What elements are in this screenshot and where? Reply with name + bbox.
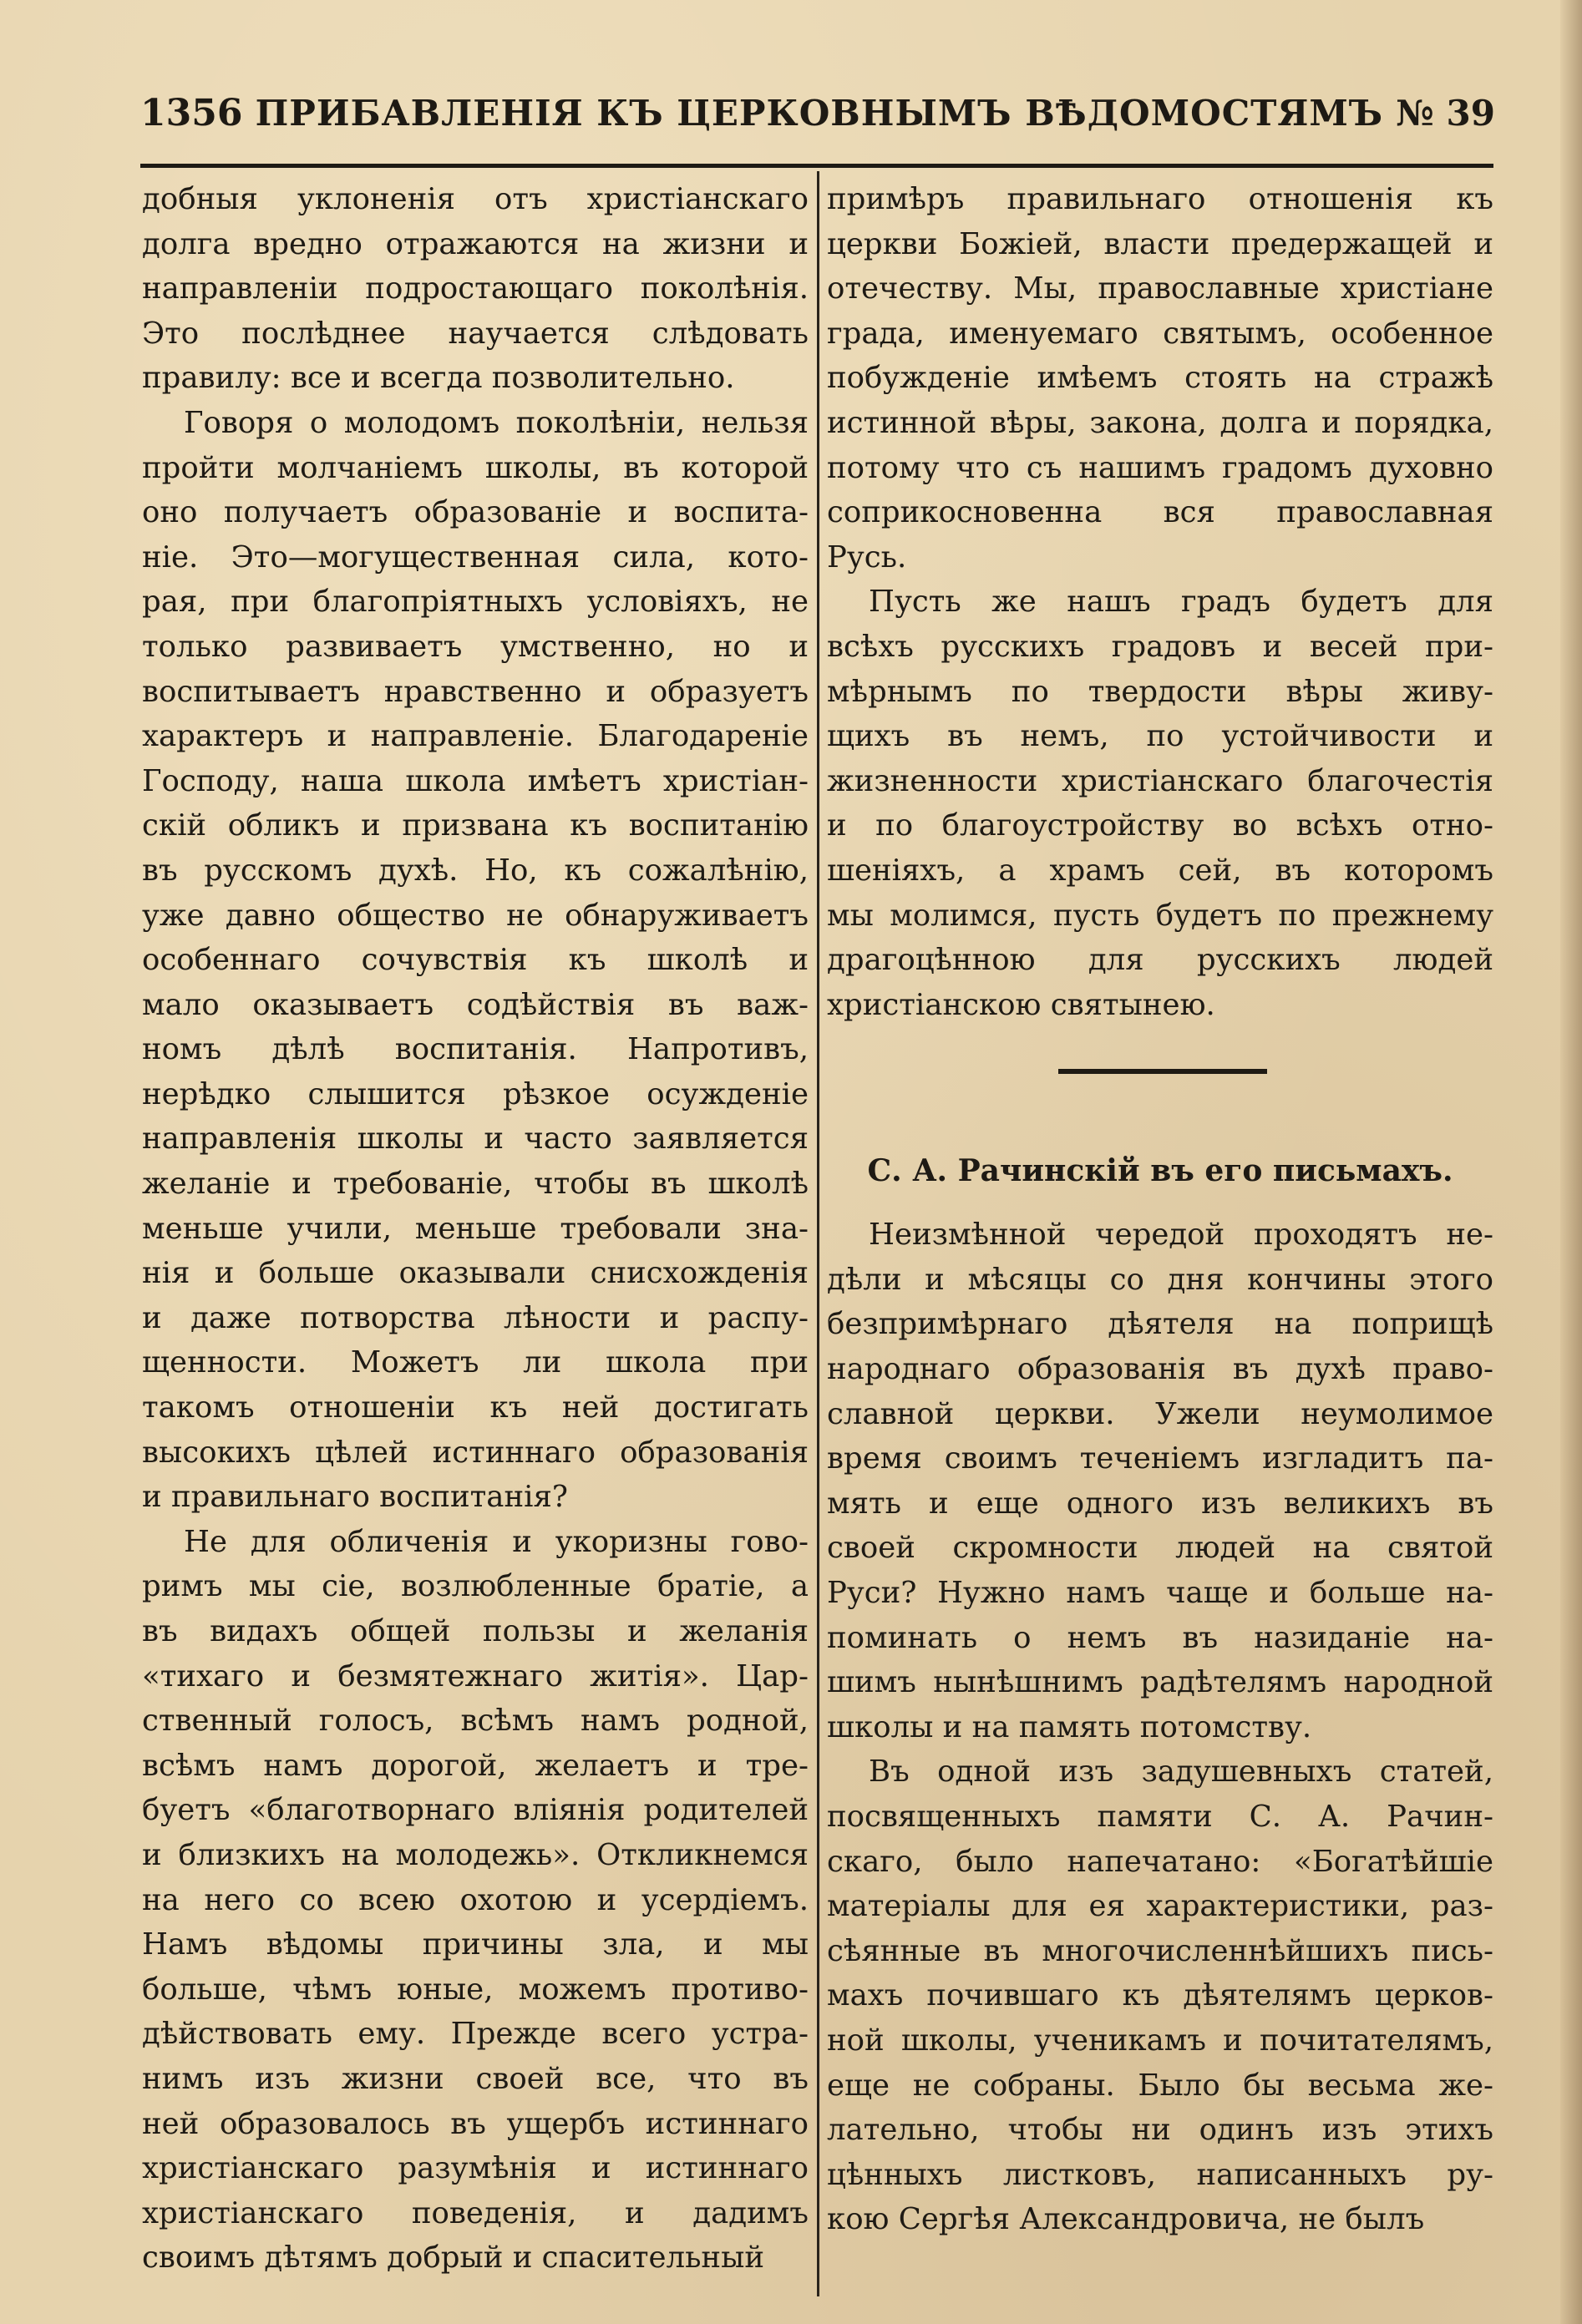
text-line: ніе. Это—могущественная сила, кото-	[142, 539, 809, 575]
text-line: своимъ дѣтямъ добрый и спасительный	[142, 2240, 764, 2276]
text-line: потому что съ нашимъ градомъ духовно	[827, 450, 1493, 485]
article-title: С. А. Рачинскій въ его письмахъ.	[867, 1153, 1453, 1189]
text-line: шимъ нынѣшнимъ радѣтелямъ народной	[827, 1665, 1493, 1700]
text-line: матеріалы для ея характеристики, раз-	[827, 1889, 1493, 1924]
text-line: скій обликъ и призвана къ воспитанію	[142, 808, 809, 843]
text-line: Говоря о молодомъ поколѣніи, нельзя	[184, 405, 809, 440]
text-line: драгоцѣнною для русскихъ людей	[827, 943, 1493, 978]
text-line: школы и на память потомству.	[827, 1709, 1312, 1744]
left-column	[142, 177, 809, 2281]
text-line: Русь.	[827, 539, 907, 575]
text-line: нерѣдко слышится рѣзкое осужденіе	[142, 1076, 809, 1111]
text-line: желаніе и требованіе, чтобы въ школѣ	[142, 1167, 809, 1202]
text-line: направленіи подростающаго поколѣнія.	[142, 271, 809, 306]
text-line: церкви Божіей, власти предержащей и	[827, 226, 1493, 261]
text-line: соприкосновенна вся православная	[827, 495, 1493, 530]
page-number: 1356	[140, 91, 243, 134]
text-line: рая, при благопріятныхъ условіяхъ, не	[142, 585, 809, 620]
text-line: мало оказываетъ содѣйствія въ важ-	[142, 987, 809, 1022]
column-divider	[817, 171, 819, 2296]
text-line: поминать о немъ въ назиданіе на-	[827, 1620, 1493, 1655]
text-line: Въ одной изъ задушевныхъ статей,	[869, 1754, 1493, 1790]
text-line: характеръ и направленіе. Благодареніе	[142, 719, 809, 754]
text-line: правилу: все и всегда позволительно.	[142, 361, 735, 396]
text-line: сѣянные въ многочисленнѣйшихъ пись-	[827, 1933, 1493, 1968]
text-line: лательно, чтобы ни одинъ изъ этихъ	[827, 2113, 1493, 2148]
text-line: и по благоустройству во всѣхъ отно-	[827, 808, 1493, 843]
page-header	[140, 84, 1495, 142]
text-line: своей скромности людей на святой	[827, 1531, 1493, 1566]
text-line: кою Сергѣя Александровича, не былъ	[827, 2202, 1425, 2237]
text-line: христіанскаго поведенія, и дадимъ	[142, 2195, 809, 2230]
right-column	[827, 177, 1493, 2242]
text-line: въ видахъ общей пользы и желанія	[142, 1614, 809, 1648]
right-column-top-text	[827, 177, 1493, 1027]
text-line: Руси? Нужно намъ чаще и больше на-	[827, 1576, 1493, 1611]
text-line: народнаго образованія въ духѣ право-	[827, 1352, 1493, 1387]
text-line: жизненности христіанскаго благочестія	[827, 763, 1493, 798]
journal-title: ПРИБАВЛЕНІЯ КЪ ЦЕРКОВНЫМЪ ВѢДОМОСТЯМЪ	[255, 92, 1384, 134]
text-line: шеніяхъ, а храмъ сей, въ которомъ	[827, 853, 1493, 888]
text-line: Пусть же нашъ градъ будетъ для	[869, 585, 1493, 620]
header-rule	[140, 164, 1493, 168]
text-line: всѣхъ русскихъ градовъ и весей при-	[827, 629, 1493, 664]
section-rule	[1058, 1069, 1267, 1074]
text-line: Не для обличенія и укоризны гово-	[184, 1524, 809, 1559]
text-line: пройти молчаніемъ школы, въ которой	[142, 450, 809, 485]
text-line: оно получаетъ образованіе и воспита-	[142, 495, 809, 530]
text-line: махъ почившаго къ дѣятелямъ церков-	[827, 1978, 1493, 2013]
text-line: Господу, наша школа имѣетъ христіан-	[142, 763, 809, 798]
text-line: только развиваетъ умственно, но и	[142, 629, 809, 664]
text-line: безпримѣрнаго дѣятеля на поприщѣ	[827, 1307, 1493, 1342]
text-line: направленія школы и часто заявляется	[142, 1121, 809, 1157]
text-line: римъ мы сіе, возлюбленные братіе, а	[142, 1569, 809, 1604]
text-line: особеннаго сочувствія къ школѣ и	[142, 943, 809, 978]
text-line: Неизмѣнной чередой проходятъ не-	[869, 1218, 1493, 1253]
text-line: больше, чѣмъ юные, можемъ противо-	[142, 1972, 809, 2007]
text-line: всѣмъ намъ дорогой, желаетъ и тре-	[142, 1748, 809, 1783]
text-line: цѣнныхъ листковъ, написанныхъ ру-	[827, 2157, 1493, 2192]
section-separator	[827, 1027, 1493, 1121]
text-line: побужденіе имѣемъ стоять на стражѣ	[827, 361, 1493, 396]
text-line: скаго, было напечатано: «Богатѣйшіе	[827, 1844, 1493, 1879]
text-line: ственный голосъ, всѣмъ намъ родной,	[142, 1704, 809, 1739]
text-line: номъ дѣлѣ воспитанія. Напротивъ,	[142, 1032, 809, 1067]
text-line: нія и больше оказывали снисхожденія	[142, 1256, 809, 1291]
text-line: «тихаго и безмятежнаго житія». Цар-	[142, 1658, 809, 1694]
text-line: посвященныхъ памяти С. А. Рачин-	[827, 1800, 1493, 1834]
text-line: буетъ «благотворнаго вліянія родителей	[142, 1793, 809, 1828]
text-line: Это послѣднее научается слѣдовать	[142, 316, 809, 351]
text-line: Намъ вѣдомы причины зла, и мы	[142, 1927, 809, 1962]
text-line: время своимъ теченіемъ изгладитъ па-	[827, 1441, 1493, 1476]
text-line: дѣйствовать ему. Прежде всего устра-	[142, 2017, 809, 2052]
text-line: воспитываетъ нравственно и образуетъ	[142, 674, 809, 709]
text-line: истинной вѣры, закона, долга и порядка,	[827, 405, 1493, 440]
text-line: нимъ изъ жизни своей все, что въ	[142, 2061, 809, 2096]
issue-number: № 39	[1396, 92, 1495, 134]
text-line: уже давно общество не обнаруживаетъ	[142, 898, 809, 933]
text-line: мять и еще одного изъ великихъ въ	[827, 1486, 1493, 1521]
text-line: мѣрнымъ по твердости вѣры живу-	[827, 674, 1493, 709]
text-line: града, именуемаго святымъ, особенное	[827, 316, 1493, 351]
text-line: на него со всею охотою и усердіемъ.	[142, 1882, 809, 1917]
text-line: щихъ въ немъ, по устойчивости и	[827, 719, 1493, 754]
text-line: и даже потворства лѣности и распу-	[142, 1300, 809, 1335]
text-line: и близкихъ на молодежь». Откликнемся	[142, 1837, 809, 1872]
text-line: отечеству. Мы, православные христіане	[827, 271, 1493, 306]
text-line: высокихъ цѣлей истиннаго образованія	[142, 1435, 809, 1470]
text-line: въ русскомъ духѣ. Но, къ сожалѣнію,	[142, 853, 809, 888]
right-column-article-text	[827, 1213, 1493, 2242]
page-edge-shadow	[1560, 0, 1582, 2324]
text-line: ней образовалось въ ущербъ истиннаго	[142, 2106, 809, 2141]
text-line: дѣли и мѣсяцы со дня кончины этого	[827, 1262, 1493, 1297]
text-line: ной школы, ученикамъ и почитателямъ,	[827, 2023, 1493, 2058]
text-line: меньше учили, меньше требовали зна-	[142, 1211, 809, 1246]
text-line: еще не собраны. Было бы весьма же-	[827, 2068, 1493, 2103]
text-line: примѣръ правильнаго отношенія къ	[827, 182, 1493, 216]
text-line: добныя уклоненія отъ христіанскаго	[142, 182, 809, 216]
text-line: такомъ отношеніи къ ней достигать	[142, 1390, 809, 1425]
text-line: и правильнаго воспитанія?	[142, 1480, 568, 1515]
text-line: славной церкви. Ужели неумолимое	[827, 1396, 1493, 1431]
text-line: долга вредно отражаются на жизни и	[142, 226, 809, 261]
text-line: мы молимся, пусть будетъ по прежнему	[827, 898, 1493, 933]
text-line: христіанскою святынею.	[827, 987, 1215, 1022]
text-line: христіанскаго разумѣнія и истиннаго	[142, 2151, 809, 2186]
text-line: щенности. Можетъ ли школа при	[142, 1345, 809, 1380]
